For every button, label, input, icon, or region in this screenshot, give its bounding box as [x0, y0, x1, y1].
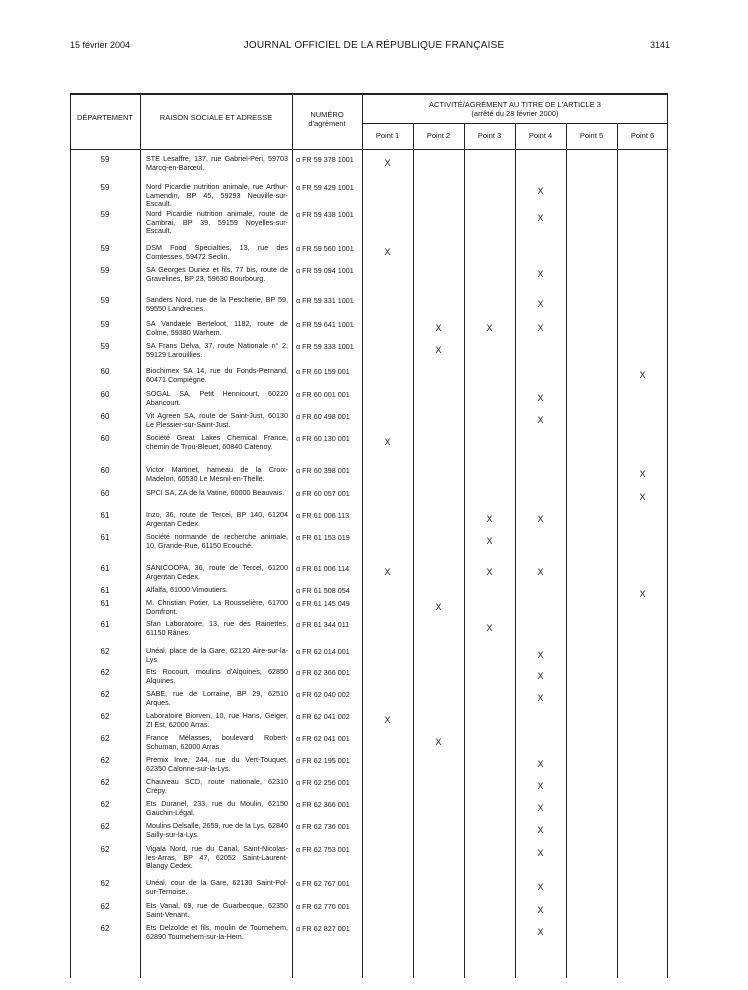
raison-sociale-cell: Vigala Nord, rue du Canal, Saint-Nicolas-les-Arras, BP 47, 62052 Saint-Laurent-Blangy Cedex. [146, 844, 288, 871]
numero-agrement-cell: α FR 62 195 001 [296, 756, 350, 765]
numero-agrement-cell: α FR 62 256 001 [296, 778, 350, 787]
departement-cell: 62 [100, 734, 110, 743]
numero-agrement-cell: α FR 61 153 019 [296, 533, 350, 542]
raison-sociale-cell: SA Vandaele Berteloot, 1182, route de Colme, 59380 Warhem. [146, 319, 288, 337]
numero-agrement-cell: α FR 62 041 001 [296, 734, 350, 743]
numero-agrement-cell: α FR 62 366 001 [296, 668, 350, 677]
raison-sociale-cell: Société Great Lakes Chemical France, chemin de Trou-Bleuet, 60840 Catenoy. [146, 433, 288, 451]
point-4-mark: X [537, 882, 544, 892]
departement-cell: 62 [100, 879, 110, 888]
departement-cell: 61 [100, 599, 110, 608]
numero-agrement-cell: α FR 62 770 001 [296, 902, 350, 911]
numero-agrement-cell: α FR 61 145 049 [296, 599, 350, 608]
numero-agrement-cell: α FR 60 057 001 [296, 489, 350, 498]
point-2-mark: X [435, 602, 442, 612]
numero-agrement-cell: α FR 62 827 001 [296, 924, 350, 933]
departement-cell: 59 [100, 266, 110, 275]
raison-sociale-cell: Ets Delzoïde et fils, moulin de Tournehem, 62890 Tournehem-sur-la-Hem. [146, 923, 288, 941]
point-4-mark: X [537, 803, 544, 813]
numero-agrement-cell: α FR 62 040 002 [296, 690, 350, 699]
numero-agrement-cell: α FR 62 366 001 [296, 800, 350, 809]
point-4-mark: X [537, 781, 544, 791]
point-3-mark: X [486, 323, 493, 333]
departement-cell: 60 [100, 412, 110, 421]
numero-agrement-cell: α FR 59 331 1001 [296, 296, 354, 305]
departement-cell: 59 [100, 210, 110, 219]
numero-agrement-cell: α FR 62 753 001 [296, 845, 350, 854]
header-departement: DÉPARTEMENT [77, 113, 133, 122]
raison-sociale-cell: Ets Rocourt, moulins d'Alquines, 62850 Alquines. [146, 667, 288, 685]
point-1-mark: X [384, 158, 391, 168]
numero-agrement-cell: α FR 59 641 1001 [296, 320, 354, 329]
numero-agrement-cell: α FR 60 398 001 [296, 466, 350, 475]
point-4-mark: X [537, 848, 544, 858]
header-point-3: Point 3 [477, 131, 502, 140]
table-top-border [70, 93, 668, 95]
col-divider [413, 123, 414, 978]
col-divider [140, 93, 141, 978]
journal-title: JOURNAL OFFICIEL DE LA RÉPUBLIQUE FRANÇAISE [243, 40, 505, 51]
raison-sociale-cell: SANICOOPA, 36, route de Tercei, 61200 Argentan Cedex. [146, 563, 288, 581]
departement-cell: 60 [100, 367, 110, 376]
point-4-mark: X [537, 693, 544, 703]
numero-agrement-cell: α FR 61 508 054 [296, 586, 350, 595]
agrement-table [70, 93, 668, 978]
col-divider [292, 93, 293, 978]
raison-sociale-cell: Société normande de recherche animale, 10, Grande-Rue, 61150 Ecouché. [146, 532, 288, 550]
numero-agrement-cell: α FR 62 767 001 [296, 879, 350, 888]
point-4-mark: X [537, 905, 544, 915]
raison-sociale-cell: Nord Picardie nutrition animale, rue Arthur-Lamendin, BP 45, 59293 Neuville-sur-Escault. [146, 182, 288, 209]
header-point-5: Point 5 [579, 131, 604, 140]
departement-cell: 62 [100, 822, 110, 831]
col-divider [617, 123, 618, 978]
departement-cell: 60 [100, 434, 110, 443]
departement-cell: 60 [100, 489, 110, 498]
point-4-mark: X [537, 514, 544, 524]
header-point-2: Point 2 [426, 131, 451, 140]
raison-sociale-cell: SOGAL SA, Petit Hennicourt, 60220 Abancourt. [146, 389, 288, 407]
departement-cell: 61 [100, 586, 110, 595]
raison-sociale-cell: DSM Food Specialties, 13, rue des Comtesses, 59472 Seclin. [146, 243, 288, 261]
point-6-mark: X [639, 492, 646, 502]
point-3-mark: X [486, 514, 493, 524]
point-3-mark: X [486, 623, 493, 633]
raison-sociale-cell: France Mélasses, boulevard Robert-Schuman, 62000 Arras. [146, 733, 288, 751]
departement-cell: 62 [100, 800, 110, 809]
point-2-mark: X [435, 345, 442, 355]
header-date: 15 février 2004 [70, 40, 131, 50]
numero-agrement-cell: α FR 60 159 001 [296, 367, 350, 376]
point-4-mark: X [537, 299, 544, 309]
point-4-mark: X [537, 186, 544, 196]
raison-sociale-cell: Ets Duranel, 233, rue du Moulin, 62150 Gauchin-Légal. [146, 799, 288, 817]
point-2-mark: X [435, 323, 442, 333]
departement-cell: 62 [100, 778, 110, 787]
departement-cell: 62 [100, 924, 110, 933]
numero-agrement-cell: α FR 59 438 1001 [296, 210, 354, 219]
raison-sociale-cell: Premix Inve, 244, rue du Vert-Touquet, 62350 Calonne-sur-la-Lys. [146, 755, 288, 773]
raison-sociale-cell: Laboratoire Biorven, 10, rue Hans, Geiger, ZI Est, 62000 Arras. [146, 711, 288, 729]
point-1-mark: X [384, 247, 391, 257]
departement-cell: 59 [100, 244, 110, 253]
numero-agrement-cell: α FR 59 429 1001 [296, 183, 354, 192]
numero-agrement-cell: α FR 60 130 001 [296, 434, 350, 443]
header-point-1: Point 1 [375, 131, 400, 140]
numero-agrement-cell: α FR 61 006 113 [296, 511, 350, 520]
table-right-border [667, 93, 668, 978]
point-4-mark: X [537, 567, 544, 577]
header-activite [362, 100, 668, 118]
point-4-mark: X [537, 269, 544, 279]
departement-cell: 59 [100, 320, 110, 329]
point-6-mark: X [639, 370, 646, 380]
point-1-mark: X [384, 567, 391, 577]
header-point-4: Point 4 [528, 131, 553, 140]
point-4-mark: X [537, 825, 544, 835]
raison-sociale-cell: Chauveau SCD, route nationale, 62310 Crépy. [146, 777, 288, 795]
header-numero [292, 110, 362, 128]
raison-sociale-cell: Biochimex SA 14, rue du Fonds-Pernand, 60471 Compiègne. [146, 366, 288, 384]
col-divider [566, 123, 567, 978]
departement-cell: 62 [100, 756, 110, 765]
raison-sociale-cell: SA Georges Duriez et fils, 77 bis, route de Gravelines, BP 23, 59630 Bourbourg. [146, 265, 288, 283]
departement-cell: 59 [100, 155, 110, 164]
departement-cell: 60 [100, 466, 110, 475]
point-3-mark: X [486, 567, 493, 577]
departement-cell: 62 [100, 845, 110, 854]
header-point-6: Point 6 [630, 131, 655, 140]
raison-sociale-cell: STE Lesaffre, 137, rue Gabriel-Péri, 59703 Marcq-en-Barœul. [146, 154, 288, 172]
raison-sociale-cell: Nord Picardie nutrition animale, route de Cambrai, BP 39, 59159 Noyelles-sur-Escault. [146, 209, 288, 236]
header-raison-sociale: RAISON SOCIALE ET ADRESSE [159, 113, 273, 122]
departement-cell: 62 [100, 647, 110, 656]
raison-sociale-cell: SABE, rue de Lorraine, BP 29, 62510 Arques. [146, 689, 288, 707]
numero-agrement-cell: α FR 62 736 001 [296, 822, 350, 831]
numero-agrement-cell: α FR 61 344 011 [296, 620, 350, 629]
raison-sociale-cell: Moulins Delsalle, 2659, rue de la Lys, 62840 Sailly-sur-la-Lys. [146, 821, 288, 839]
header-activite-line1: ACTIVITÉ/AGRÉMENT AU TITRE DE L'ARTICLE 3 [429, 100, 601, 109]
departement-cell: 62 [100, 712, 110, 721]
departement-cell: 62 [100, 902, 110, 911]
numero-agrement-cell: α FR 59 333 1001 [296, 342, 354, 351]
raison-sociale-cell: Unéal, cour de la Gare, 62130 Saint-Pol-sur-Ternoise. [146, 878, 288, 896]
numero-agrement-cell: α FR 59 094 1001 [296, 266, 354, 275]
point-6-mark: X [639, 589, 646, 599]
numero-agrement-cell: α FR 62 041 002 [296, 712, 350, 721]
numero-agrement-cell: α FR 59 560 1001 [296, 244, 354, 253]
point-4-mark: X [537, 650, 544, 660]
point-2-mark: X [435, 737, 442, 747]
numero-agrement-cell: α FR 60 001 001 [296, 390, 350, 399]
point-3-mark: X [486, 536, 493, 546]
point-6-mark: X [639, 469, 646, 479]
header-numero-line2: d'agrément [308, 119, 346, 128]
raison-sociale-cell: Vit Agreen SA, route de Saint-Just, 60130 Le Plessier-sur-Saint-Just. [146, 411, 288, 429]
raison-sociale-cell: Sfan Laboratoire, 13, rue des Rainettes, 61150 Rânes. [146, 619, 288, 637]
point-4-mark: X [537, 323, 544, 333]
header-bottom-border [70, 149, 668, 150]
departement-cell: 61 [100, 620, 110, 629]
raison-sociale-cell: SPCI SA, ZA de la Vatine, 60000 Beauvais. [146, 488, 285, 497]
point-4-mark: X [537, 927, 544, 937]
numero-agrement-cell: α FR 60 498 001 [296, 412, 350, 421]
raison-sociale-cell: Sanders Nord, rue de la Pescherie, BP 59, 59550 Landrecies. [146, 295, 288, 313]
col-divider [464, 123, 465, 978]
raison-sociale-cell: M. Christian Potier, La Rousselière, 61700 Domfront. [146, 598, 288, 616]
departement-cell: 61 [100, 511, 110, 520]
raison-sociale-cell: Unéal, place de la Gare, 62120 Aire-sur-la-Lys. [146, 646, 288, 664]
departement-cell: 61 [100, 564, 110, 573]
raison-sociale-cell: Alfalfa, 61000 Vimoutiers. [146, 585, 228, 594]
raison-sociale-cell: Inzo, 36, route de Tercei, BP 140, 61204 Argentan Cedex. [146, 510, 288, 528]
raison-sociale-cell: Victor Martinet, hameau de la Croix-Madelon, 60530 Le Mesnil-en-Thelle. [146, 465, 288, 483]
point-4-mark: X [537, 671, 544, 681]
point-4-mark: X [537, 759, 544, 769]
point-4-mark: X [537, 213, 544, 223]
raison-sociale-cell: SA Frans Delva, 37, route Nationale n° 2, 59129 Larouillies. [146, 341, 288, 359]
departement-cell: 59 [100, 342, 110, 351]
page-number: 3141 [649, 40, 670, 50]
header-numero-line1: NUMÉRO [310, 110, 344, 119]
numero-agrement-cell: α FR 61 006 114 [296, 564, 350, 573]
departement-cell: 60 [100, 390, 110, 399]
departement-cell: 62 [100, 690, 110, 699]
header-activite-line2: (arrêté du 28 février 2000) [471, 109, 559, 118]
point-4-mark: X [537, 393, 544, 403]
numero-agrement-cell: α FR 59 378 1001 [296, 155, 354, 164]
point-1-mark: X [384, 715, 391, 725]
raison-sociale-cell: Ets Vanal, 69, rue de Guarbecque, 62350 Saint-Venant. [146, 901, 288, 919]
point-4-mark: X [537, 415, 544, 425]
col-divider [362, 93, 363, 978]
departement-cell: 61 [100, 533, 110, 542]
departement-cell: 59 [100, 296, 110, 305]
numero-agrement-cell: α FR 62 014 001 [296, 647, 350, 656]
departement-cell: 59 [100, 183, 110, 192]
point-1-mark: X [384, 437, 391, 447]
departement-cell: 62 [100, 668, 110, 677]
